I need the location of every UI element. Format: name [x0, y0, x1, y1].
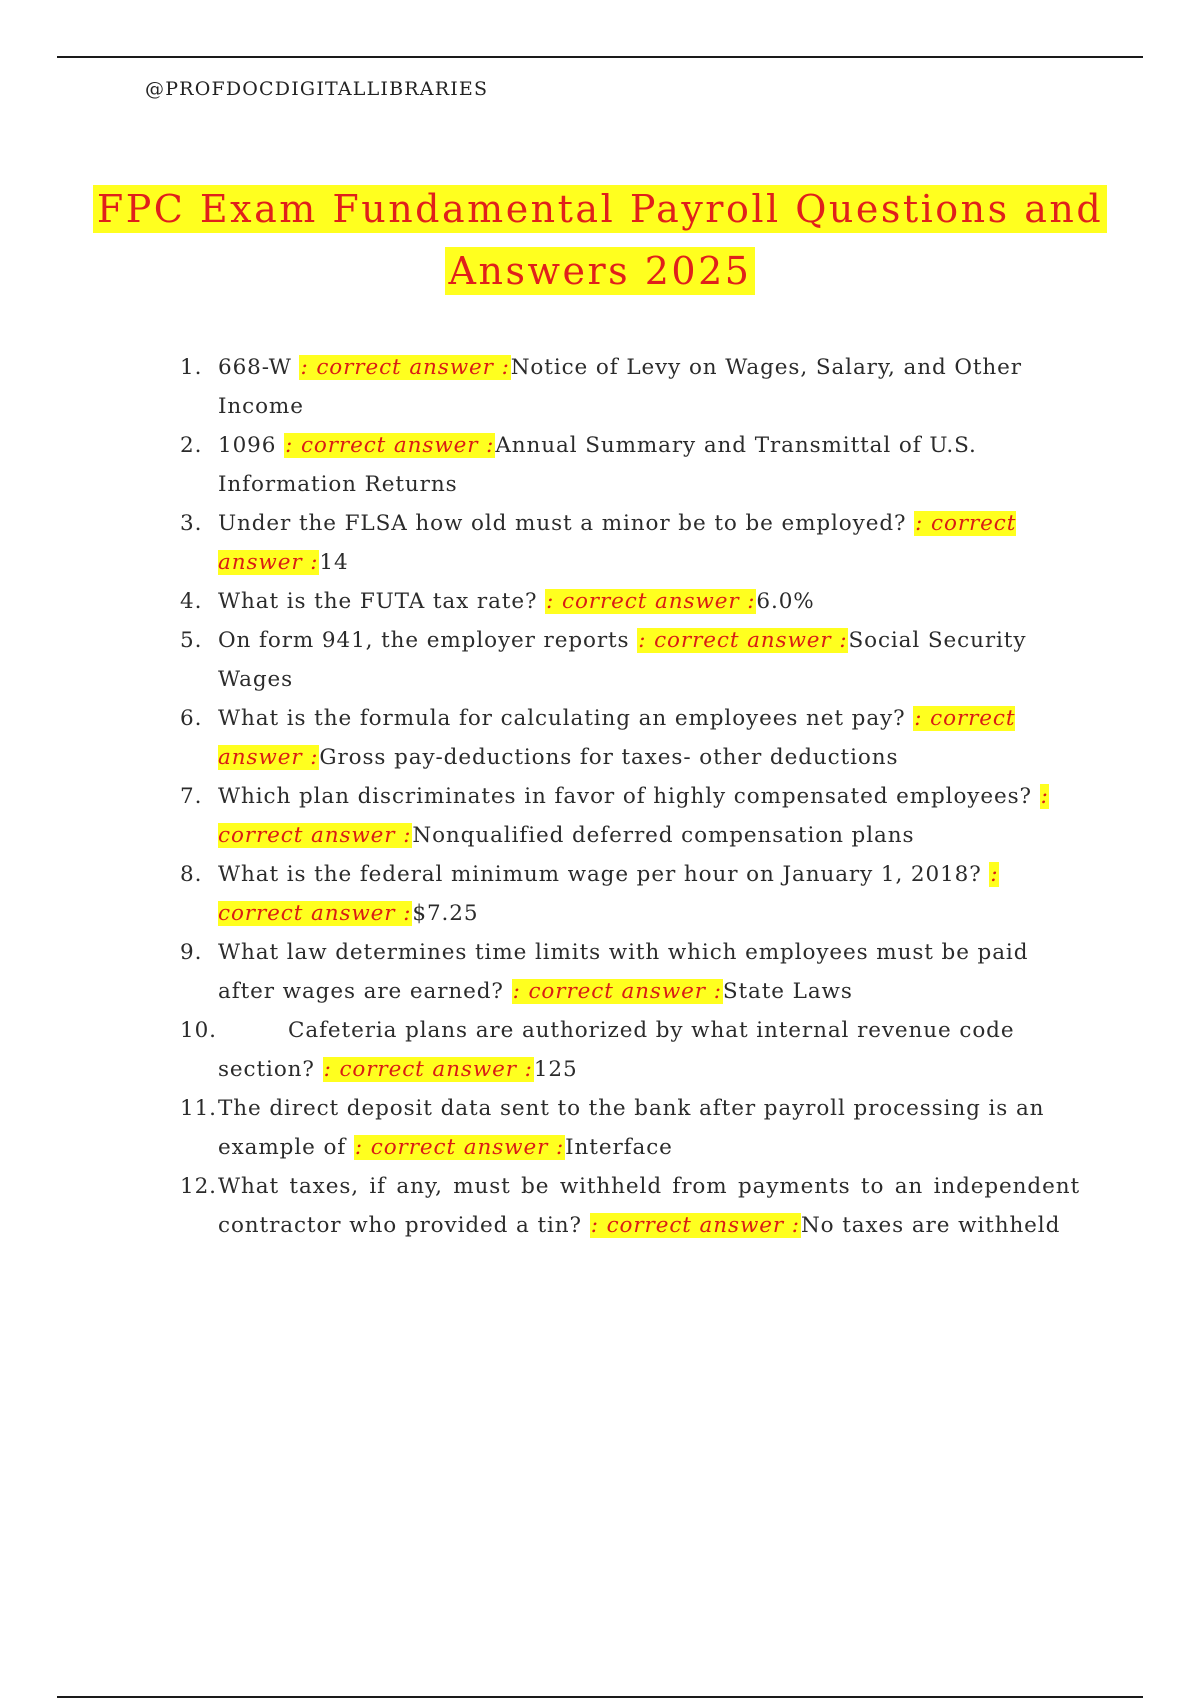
- qa-item-6: [180, 699, 1080, 777]
- top-rule: [57, 56, 1143, 58]
- qa-number: 11.: [180, 1096, 217, 1121]
- qa-question: Which plan discriminates in favor of highly compensated employees?: [218, 784, 1032, 809]
- qa-question: What is the FUTA tax rate?: [218, 589, 538, 614]
- qa-number: 1.: [180, 355, 203, 380]
- qa-question: 668-W: [218, 355, 292, 380]
- answer-marker: : correct answer :: [218, 706, 1016, 770]
- qa-answer: 14: [319, 550, 349, 575]
- answer-marker: : correct answer :: [218, 784, 1049, 848]
- qa-answer: Interface: [565, 1135, 673, 1160]
- answer-marker: : correct answer :: [512, 979, 722, 1004]
- qa-number: 7.: [180, 784, 203, 809]
- qa-item-9: [180, 933, 1080, 1011]
- qa-number: 4.: [180, 589, 203, 614]
- qa-answer: Gross pay-deductions for taxes- other deductions: [319, 745, 899, 770]
- qa-question: The direct deposit data sent to the bank after payroll processing is an example of: [218, 1096, 1045, 1160]
- qa-item-10: [180, 1011, 1080, 1089]
- qa-answer: 6.0%: [756, 589, 815, 614]
- qa-answer: Nonqualified deferred compensation plans: [412, 823, 915, 848]
- answer-marker: : correct answer :: [300, 355, 510, 380]
- answer-marker: : correct answer :: [354, 1135, 565, 1160]
- qa-question: What law determines time limits with which employees must be paid after wages are earned?: [218, 940, 1029, 1004]
- qa-item-4: [180, 582, 1080, 621]
- answer-marker: : correct answer :: [285, 433, 495, 458]
- qa-item-1: [180, 348, 1080, 426]
- qa-number: 10.: [180, 1018, 217, 1043]
- qa-question: 1096: [218, 433, 277, 458]
- qa-answer: $7.25: [412, 901, 479, 926]
- qa-number: 6.: [180, 706, 203, 731]
- qa-answer: 125: [533, 1057, 578, 1082]
- qa-number: 12.: [180, 1174, 217, 1199]
- qa-item-11: [180, 1089, 1080, 1167]
- qa-answer: Social Security Wages: [218, 628, 1027, 692]
- qa-question: What taxes, if any, must be withheld from payments to an independent contractor who provided a tin?: [218, 1174, 1080, 1238]
- qa-number: 8.: [180, 862, 203, 887]
- qa-number: 9.: [180, 940, 203, 965]
- qa-number: 2.: [180, 433, 203, 458]
- answer-marker: : correct answer :: [546, 589, 756, 614]
- title-line-1: FPC Exam Fundamental Payroll Questions and: [93, 185, 1107, 233]
- qa-answer: State Laws: [722, 979, 853, 1004]
- qa-question: What is the federal minimum wage per hour on January 1, 2018?: [218, 862, 982, 887]
- qa-question: On form 941, the employer reports: [218, 628, 630, 653]
- header-label: @PROFDOCDIGITALLIBRARIES: [145, 78, 489, 100]
- bottom-rule: [57, 1696, 1143, 1698]
- qa-item-12: [180, 1167, 1080, 1245]
- qa-answer: Notice of Levy on Wages, Salary, and Other Income: [218, 355, 1022, 419]
- answer-marker: : correct answer :: [218, 862, 999, 926]
- qa-item-8: [180, 855, 1080, 933]
- answer-marker: : correct answer :: [218, 511, 1017, 575]
- qa-item-2: [180, 426, 1080, 504]
- qa-answer: Annual Summary and Transmittal of U.S. Information Returns: [218, 433, 977, 497]
- qa-question: What is the formula for calculating an employees net pay?: [218, 706, 906, 731]
- qa-item-3: [180, 504, 1080, 582]
- qa-question: Under the FLSA how old must a minor be to be employed?: [218, 511, 907, 536]
- page-title: [0, 178, 1200, 302]
- title-line-2: Answers 2025: [445, 247, 756, 295]
- qa-number: 5.: [180, 628, 203, 653]
- qa-question: Cafeteria plans are authorized by what internal revenue code section?: [218, 1018, 1015, 1082]
- answer-marker: : correct answer :: [638, 628, 848, 653]
- answer-marker: : correct answer :: [323, 1057, 533, 1082]
- qa-list: [180, 348, 1080, 1245]
- answer-marker: : correct answer :: [590, 1213, 800, 1238]
- qa-item-7: [180, 777, 1080, 855]
- qa-item-5: [180, 621, 1080, 699]
- qa-number: 3.: [180, 511, 203, 536]
- qa-answer: No taxes are withheld: [800, 1213, 1061, 1238]
